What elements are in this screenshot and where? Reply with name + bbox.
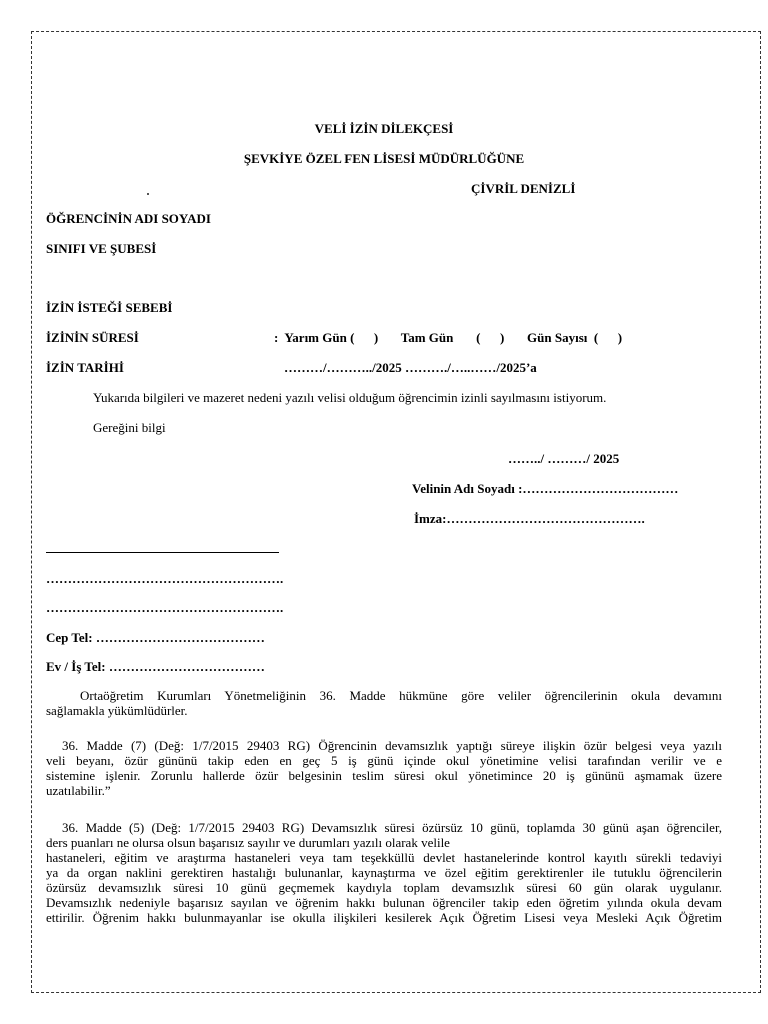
regulation-p2-line: veli beyanı, özür gününü takip eden en geç 5 iş günü içinde okul yönetimine velisi tarafından verilir ve e: [46, 753, 722, 768]
date-label: İZİN TARİHİ: [46, 360, 124, 375]
reason-label: İZİN İSTEĞİ SEBEBİ: [46, 300, 173, 315]
request-text: Yukarıda bilgileri ve mazeret nedeni yazılı velisi olduğum öğrencimin izinli sayılmasını istiyorum.: [93, 390, 607, 405]
address-line-1: ……………………………………………….: [46, 571, 284, 586]
regulation-p3-line: ya da organ naklini gerektiren hastalığı bulunanlar, kaynaştırma ve özel eğitim gerektirenler ile tutuklu öğrencilerin: [46, 865, 722, 880]
address-rule: [46, 552, 279, 553]
signature-line: İmza:……………………………………….: [414, 511, 645, 526]
regulation-paragraph-1: [46, 688, 722, 718]
regulation-p2-line: uzatılabilir.”: [46, 783, 111, 798]
mobile-phone: Cep Tel: …………………………………: [46, 630, 265, 645]
duration-options: : Yarım Gün ( ) Tam Gün ( ) Gün Sayısı ( ): [274, 330, 623, 345]
regulation-p3-line: ders puanları ne olursa olsun başarısız sayılır ve durumları yazılı olarak velile: [46, 835, 450, 850]
school-location: ÇİVRİL DENİZLİ: [471, 181, 576, 196]
regulation-p2-line: sistemine işlenir. Zorunlu hallerde özür belgesinin teslim süresi okul yönetimince 20 iş gününü aşmamak üzere: [46, 768, 722, 783]
regulation-p2-line: 36. Madde (7) (Değ: 1/7/2015 29403 RG) Öğrencinin devamsızlık yaptığı süreye ilişkin özür belgesi veya yazılı: [62, 738, 722, 753]
regulation-p3-line: 36. Madde (5) (Değ: 1/7/2015 29403 RG) Devamsızlık süresi özürsüz 10 günü, toplamda 30 günü aşan öğrenciler,: [62, 820, 722, 835]
regulation-p3-line: ettirilir. Öğrenim hakkı bulunmayanlar ise okulla ilişkileri kesilerek Açık Öğretim Lisesi veya Mesleki Açık Öğretim: [46, 910, 722, 925]
regulation-paragraph-3: [46, 820, 722, 925]
regulation-p3-line: özürsüz devamsızlık süresi 10 günü geçmemek kaydıyla toplam devamsızlık süresi 60 gün olarak uygulanır.: [46, 880, 722, 895]
regulation-p1-line: sağlamakla yükümlüdürler.: [46, 703, 188, 718]
regulation-p1-line: Ortaöğretim Kurumları Yönetmeliğinin 36. Madde hükmüne göre veliler öğrencilerinin okula devamını: [80, 688, 722, 703]
home-work-phone: Ev / İş Tel: ………………………………: [46, 659, 265, 674]
address-line-2: ……………………………………………….: [46, 600, 284, 615]
sign-date: ……../ ………/ 2025: [508, 451, 620, 466]
duration-label: İZİNİN SÜRESİ: [46, 330, 139, 345]
regulation-p3-line: Devamsızlık nedeniyle başarısız sayılan ve öğrenim hakkı bulunan öğrenciler takip eden öğretim yılında okula devam: [46, 895, 722, 910]
stray-dot: [147, 193, 149, 195]
student-name-label: ÖĞRENCİNİN ADI SOYADI: [46, 211, 211, 226]
regulation-paragraph-2: [46, 738, 722, 798]
class-label: SINIFI VE ŞUBESİ: [46, 241, 157, 256]
document-title: VELİ İZİN DİLEKÇESİ: [314, 121, 454, 136]
regulation-p3-line: hastaneleri, eğitim ve araştırma hastaneleri veya tam teşekküllü devlet hastanelerinde kontrol kayıtlı sürekli tedaviyi: [46, 850, 722, 865]
school-addressee: ŞEVKİYE ÖZEL FEN LİSESİ MÜDÜRLÜĞÜNE: [243, 151, 525, 166]
closing-text: Gereğini bilgi: [93, 420, 166, 435]
date-value: ………/………../2025 ………./…..……/2025’a: [284, 360, 537, 375]
parent-name-line: Velinin Adı Soyadı :………………………………: [412, 481, 679, 496]
